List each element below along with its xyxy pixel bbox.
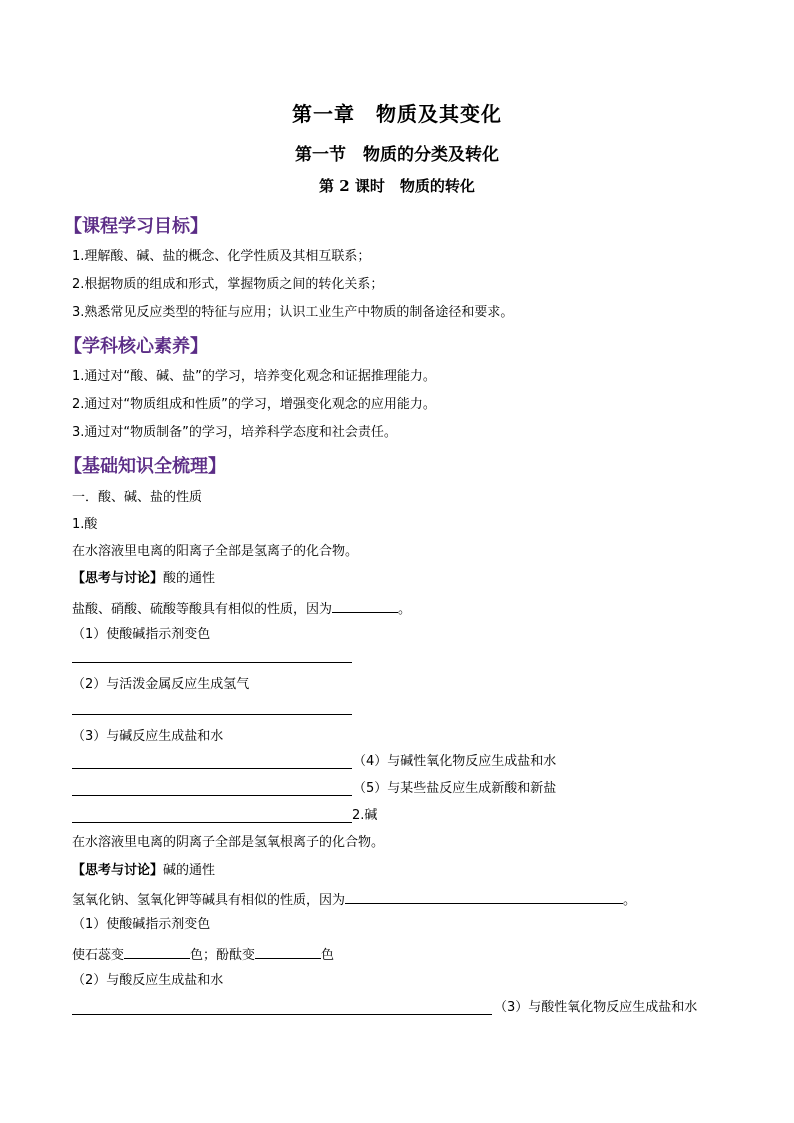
objective-item: 3.熟悉常见反应类型的特征与应用；认识工业生产中物质的制备途径和要求。 [72,305,514,320]
base-common-pre: 氢氧化钠、氢氧化钾等碱具有相似的性质，因为 [72,893,346,908]
literacy-item: 3.通过对“物质制备”的学习，培养科学态度和社会责任。 [72,425,397,440]
knowledge-heading: 【基础知识全梳理】 [64,456,226,477]
answer-line[interactable] [72,768,352,769]
base-definition: 在水溶液里电离的阴离子全部是氢氧根离子的化合物。 [72,835,385,850]
objective-item: 1.理解酸、碱、盐的概念、化学性质及其相互联系； [72,249,371,264]
fill-blank[interactable] [124,944,190,959]
discussion-tag: 【思考与讨论】 [72,571,164,586]
fill-blank[interactable] [332,598,398,613]
lesson-title: 第 2 课时 物质的转化 [319,177,475,195]
acid-common-post: 。 [398,602,412,617]
answer-line[interactable] [72,822,352,823]
base-common-post: 。 [623,893,637,908]
discussion-text: 碱的通性 [163,863,216,878]
base-common-property [72,889,636,910]
answer-line[interactable] [72,795,352,796]
literacy-item: 2.通过对“物质组成和性质”的学习，增强变化观念的应用能力。 [72,397,436,412]
acid-common-property [72,598,411,619]
discussion-tag: 【思考与讨论】 [72,863,164,878]
chapter-title: 第一章 物质及其变化 [292,102,502,126]
answer-line[interactable] [72,1014,492,1015]
base-property-3: （3）与酸性氧化物反应生成盐和水 [494,1000,698,1015]
litmus-post: 色 [321,948,335,963]
base-indicator-colors [72,944,334,965]
literacy-heading: 【学科核心素养】 [64,336,208,357]
acid-property-5: （5）与某些盐反应生成新酸和新盐 [353,781,557,796]
answer-line[interactable] [72,714,352,715]
fill-blank[interactable] [255,944,321,959]
objective-item: 2.根据物质的组成和形式，掌握物质之间的转化关系； [72,277,384,292]
acid-definition: 在水溶液里电离的阳离子全部是氢离子的化合物。 [72,544,359,559]
acid-property-3: （3）与碱反应生成盐和水 [72,729,224,744]
acid-common-pre: 盐酸、硝酸、硫酸等酸具有相似的性质，因为 [72,602,333,617]
acid-property-2: （2）与活泼金属反应生成氢气 [72,677,250,692]
litmus-mid: 色；酚酞变 [190,948,256,963]
base-property-2: （2）与酸反应生成盐和水 [72,973,224,988]
acid-property-4: （4）与碱性氧化物反应生成盐和水 [353,754,557,769]
part1-title: 一．酸、碱、盐的性质 [72,490,203,505]
discussion-text: 酸的通性 [163,571,216,586]
base-discussion [72,862,215,880]
answer-line[interactable] [72,662,352,663]
literacy-item: 1.通过对“酸、碱、盐”的学习，培养变化观念和证据推理能力。 [72,369,436,384]
objectives-heading: 【课程学习目标】 [64,216,208,237]
litmus-pre: 使石蕊变 [72,948,125,963]
acid-discussion [72,570,215,588]
base-property-1: （1）使酸碱指示剂变色 [72,917,211,932]
base-label: 2.碱 [352,808,378,823]
section-title: 第一节 物质的分类及转化 [295,145,499,165]
acid-property-1: （1）使酸碱指示剂变色 [72,627,211,642]
acid-label: 1.酸 [72,517,98,532]
fill-blank[interactable] [345,889,623,904]
